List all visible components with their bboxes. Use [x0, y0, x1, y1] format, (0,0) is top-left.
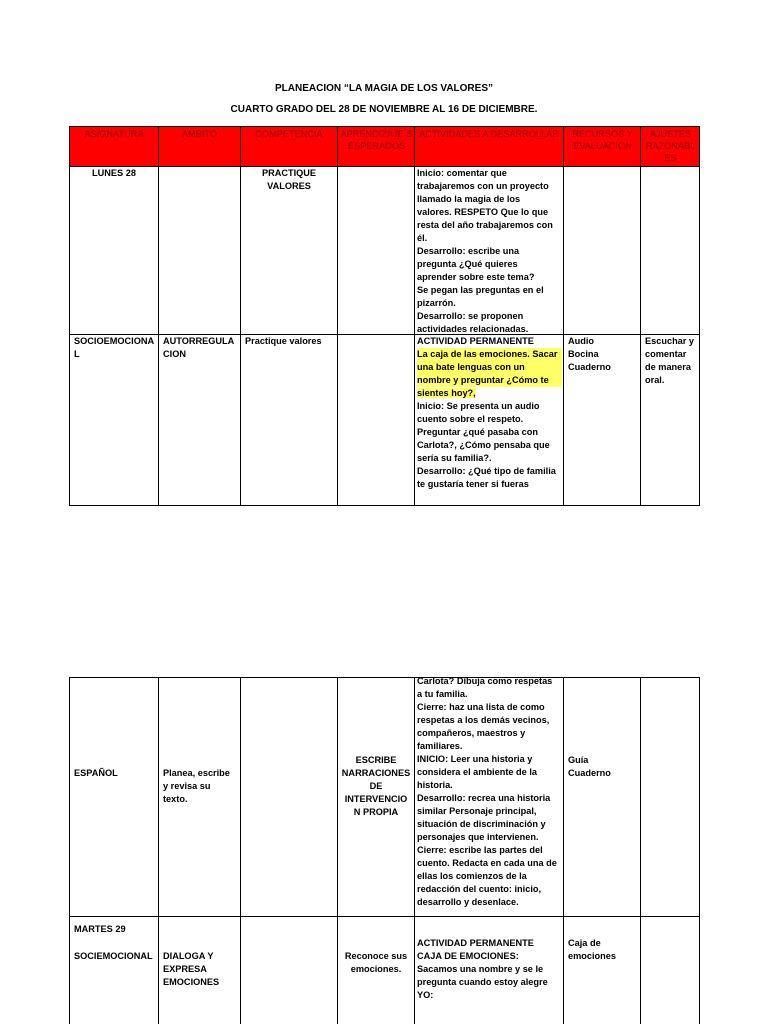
continued-actividades	[417, 675, 562, 909]
highlighted-line: una bate lenguas con un	[417, 361, 562, 374]
text-line: desarrollo y desenlace.	[417, 897, 519, 907]
text-line: actividades relacionadas.	[417, 324, 529, 334]
text-line: considera el ambiente de la	[417, 767, 537, 777]
text-line: Inicio: comentar que	[417, 168, 507, 178]
header-aprendizajes: APRENDIZAJE S ESPERADOS	[340, 129, 413, 151]
text-line: Cuaderno	[568, 362, 611, 372]
highlight-span: sientes hoy?,	[417, 388, 476, 398]
text-line: oral.	[645, 375, 665, 385]
text-line: ellas los comienzos de la	[417, 871, 527, 881]
text-line: Planea, escribe	[163, 768, 230, 778]
text-line: DIALOGA Y	[163, 951, 214, 961]
text-line: redacción del cuento: inicio,	[417, 884, 542, 894]
text-line: resta del año trabajaremos con	[417, 220, 553, 230]
espanol-aprendizajes	[339, 754, 413, 819]
text-line: Desarrollo: se proponen	[417, 311, 524, 321]
text-line: Cierre: escribe las partes del	[417, 845, 543, 855]
text-line: pregunta cuando estoy alegre	[417, 977, 548, 987]
text-line: te gustaría tener si fueras	[417, 479, 529, 489]
row2-competencia: Practique valores	[245, 336, 322, 346]
text-line: CAJA DE EMOCIONES:	[417, 951, 519, 961]
text-line: Sacamos una nombre y se le	[417, 964, 544, 974]
sociemocional-recursos	[568, 937, 638, 963]
text-line: Caja de	[568, 938, 601, 948]
text-line: llamado la magia de los	[417, 194, 521, 204]
text-line: situación de discriminación y	[417, 819, 546, 829]
text-line: a tu familia.	[417, 689, 468, 699]
text-line: cuento sobre el respeto.	[417, 414, 524, 424]
row2-ambito: AUTORREGULACION	[163, 336, 235, 359]
text-line: NARRACIONES	[341, 768, 411, 778]
text-line: Audio	[568, 336, 595, 346]
text-line: EMOCIONES	[163, 977, 220, 987]
sociemocional-ambito	[163, 950, 237, 989]
sociemocional-asignatura: SOCIEMOCIONAL	[74, 951, 153, 961]
text-line: Desarrollo: recrea una historia	[417, 793, 551, 803]
text-line: pizarrón.	[417, 298, 456, 308]
text-line: personajes que intervienen.	[417, 832, 539, 842]
text-line: pregunta ¿Qué quieres	[417, 259, 518, 269]
highlighted-line: La caja de las emociones. Sacar	[417, 348, 562, 361]
text-line: cuento. Redacta en cada una de	[417, 858, 557, 868]
text-line: ACTIVIDAD PERMANENTE	[417, 938, 534, 948]
espanol-asignatura: ESPAÑOL	[74, 768, 118, 778]
text-line: Desarrollo: ¿Qué tipo de familia	[417, 466, 556, 476]
text-line: Bocina	[568, 349, 599, 359]
row2-asignatura: SOCIOEMOCIONAL	[74, 336, 155, 359]
text-line: respetas a los demás vecinos,	[417, 715, 550, 725]
highlighted-line: nombre y preguntar ¿Cómo te	[417, 374, 562, 387]
text-line: Desarrollo: escribe una	[417, 246, 520, 256]
text-line: INTERVENCIO	[344, 794, 408, 804]
text-line: Se pegan las preguntas en el	[417, 285, 544, 295]
text-line: de manera	[645, 362, 691, 372]
text-line: y revisa su	[163, 781, 211, 791]
text-line: emociones	[568, 951, 616, 961]
text-line: ACTIVIDAD PERMANENTE	[417, 336, 534, 346]
text-line: DE	[369, 781, 383, 791]
text-line: trabajaremos con un proyecto	[417, 181, 549, 191]
text-line: historia.	[417, 780, 453, 790]
header-ajustes: AJUSTES RAZONABL ES	[645, 129, 696, 163]
text-line: Guía	[568, 755, 589, 765]
martes-label: MARTES 29	[74, 924, 126, 934]
sociemocional-aprendizajes	[339, 950, 413, 976]
row1-asignatura: LUNES 28	[92, 168, 136, 178]
document-subtitle: CUARTO GRADO DEL 28 DE NOVIEMBRE AL 16 DE DICIEMBRE.	[230, 104, 538, 115]
text-line: Carlota?, ¿Cómo pensaba que	[417, 440, 550, 450]
text-line: familiares.	[417, 741, 463, 751]
header-recursos: RECURSOS Y EVALUACION	[572, 129, 633, 151]
sociemocional-actividades	[417, 937, 562, 1002]
text-line: similar Personaje principal,	[417, 806, 537, 816]
text-line: compañeros, maestros y	[417, 728, 526, 738]
text-line: INICIO: Leer una historia y	[417, 754, 533, 764]
text-line: Preguntar ¿qué pasaba con	[417, 427, 538, 437]
text-line: ESCRIBE	[355, 755, 397, 765]
text-line: EXPRESA	[163, 964, 207, 974]
text-line: comentar	[645, 349, 687, 359]
text-line: valores. RESPETO Que lo que	[417, 207, 549, 217]
text-line: Reconoce sus	[344, 951, 408, 961]
text-line: N PROPIA	[353, 807, 399, 817]
text-line: sería su familia?.	[417, 453, 492, 463]
header-asignatura: ASIGNATURA	[84, 129, 144, 139]
text-line: Escuchar y	[645, 336, 695, 346]
text-line: Cierre: haz una lista de como	[417, 702, 545, 712]
document-title: PLANEACION “LA MAGIA DE LOS VALORES”	[275, 83, 493, 94]
text-line: Carlota? Dibuja como respetas	[417, 676, 553, 686]
text-line: texto.	[163, 794, 188, 804]
text-line: él.	[417, 233, 428, 243]
row1-competencia: PRACTIQUE VALORES	[261, 168, 317, 191]
espanol-ambito	[163, 767, 237, 806]
header-competencia: COMPETENCIA	[255, 129, 323, 139]
header-ambito: AMBITO	[181, 129, 218, 139]
text-line: YO:	[417, 990, 434, 1000]
text-line: Cuaderno	[568, 768, 611, 778]
text-line: emociones.	[350, 964, 402, 974]
text-line: Inicio: Se presenta un audio	[417, 401, 540, 411]
header-actividades: ACTIVIDADES A DESARROLLAR	[419, 129, 559, 139]
espanol-recursos	[568, 754, 638, 780]
text-line: aprender sobre este tema?	[417, 272, 535, 282]
